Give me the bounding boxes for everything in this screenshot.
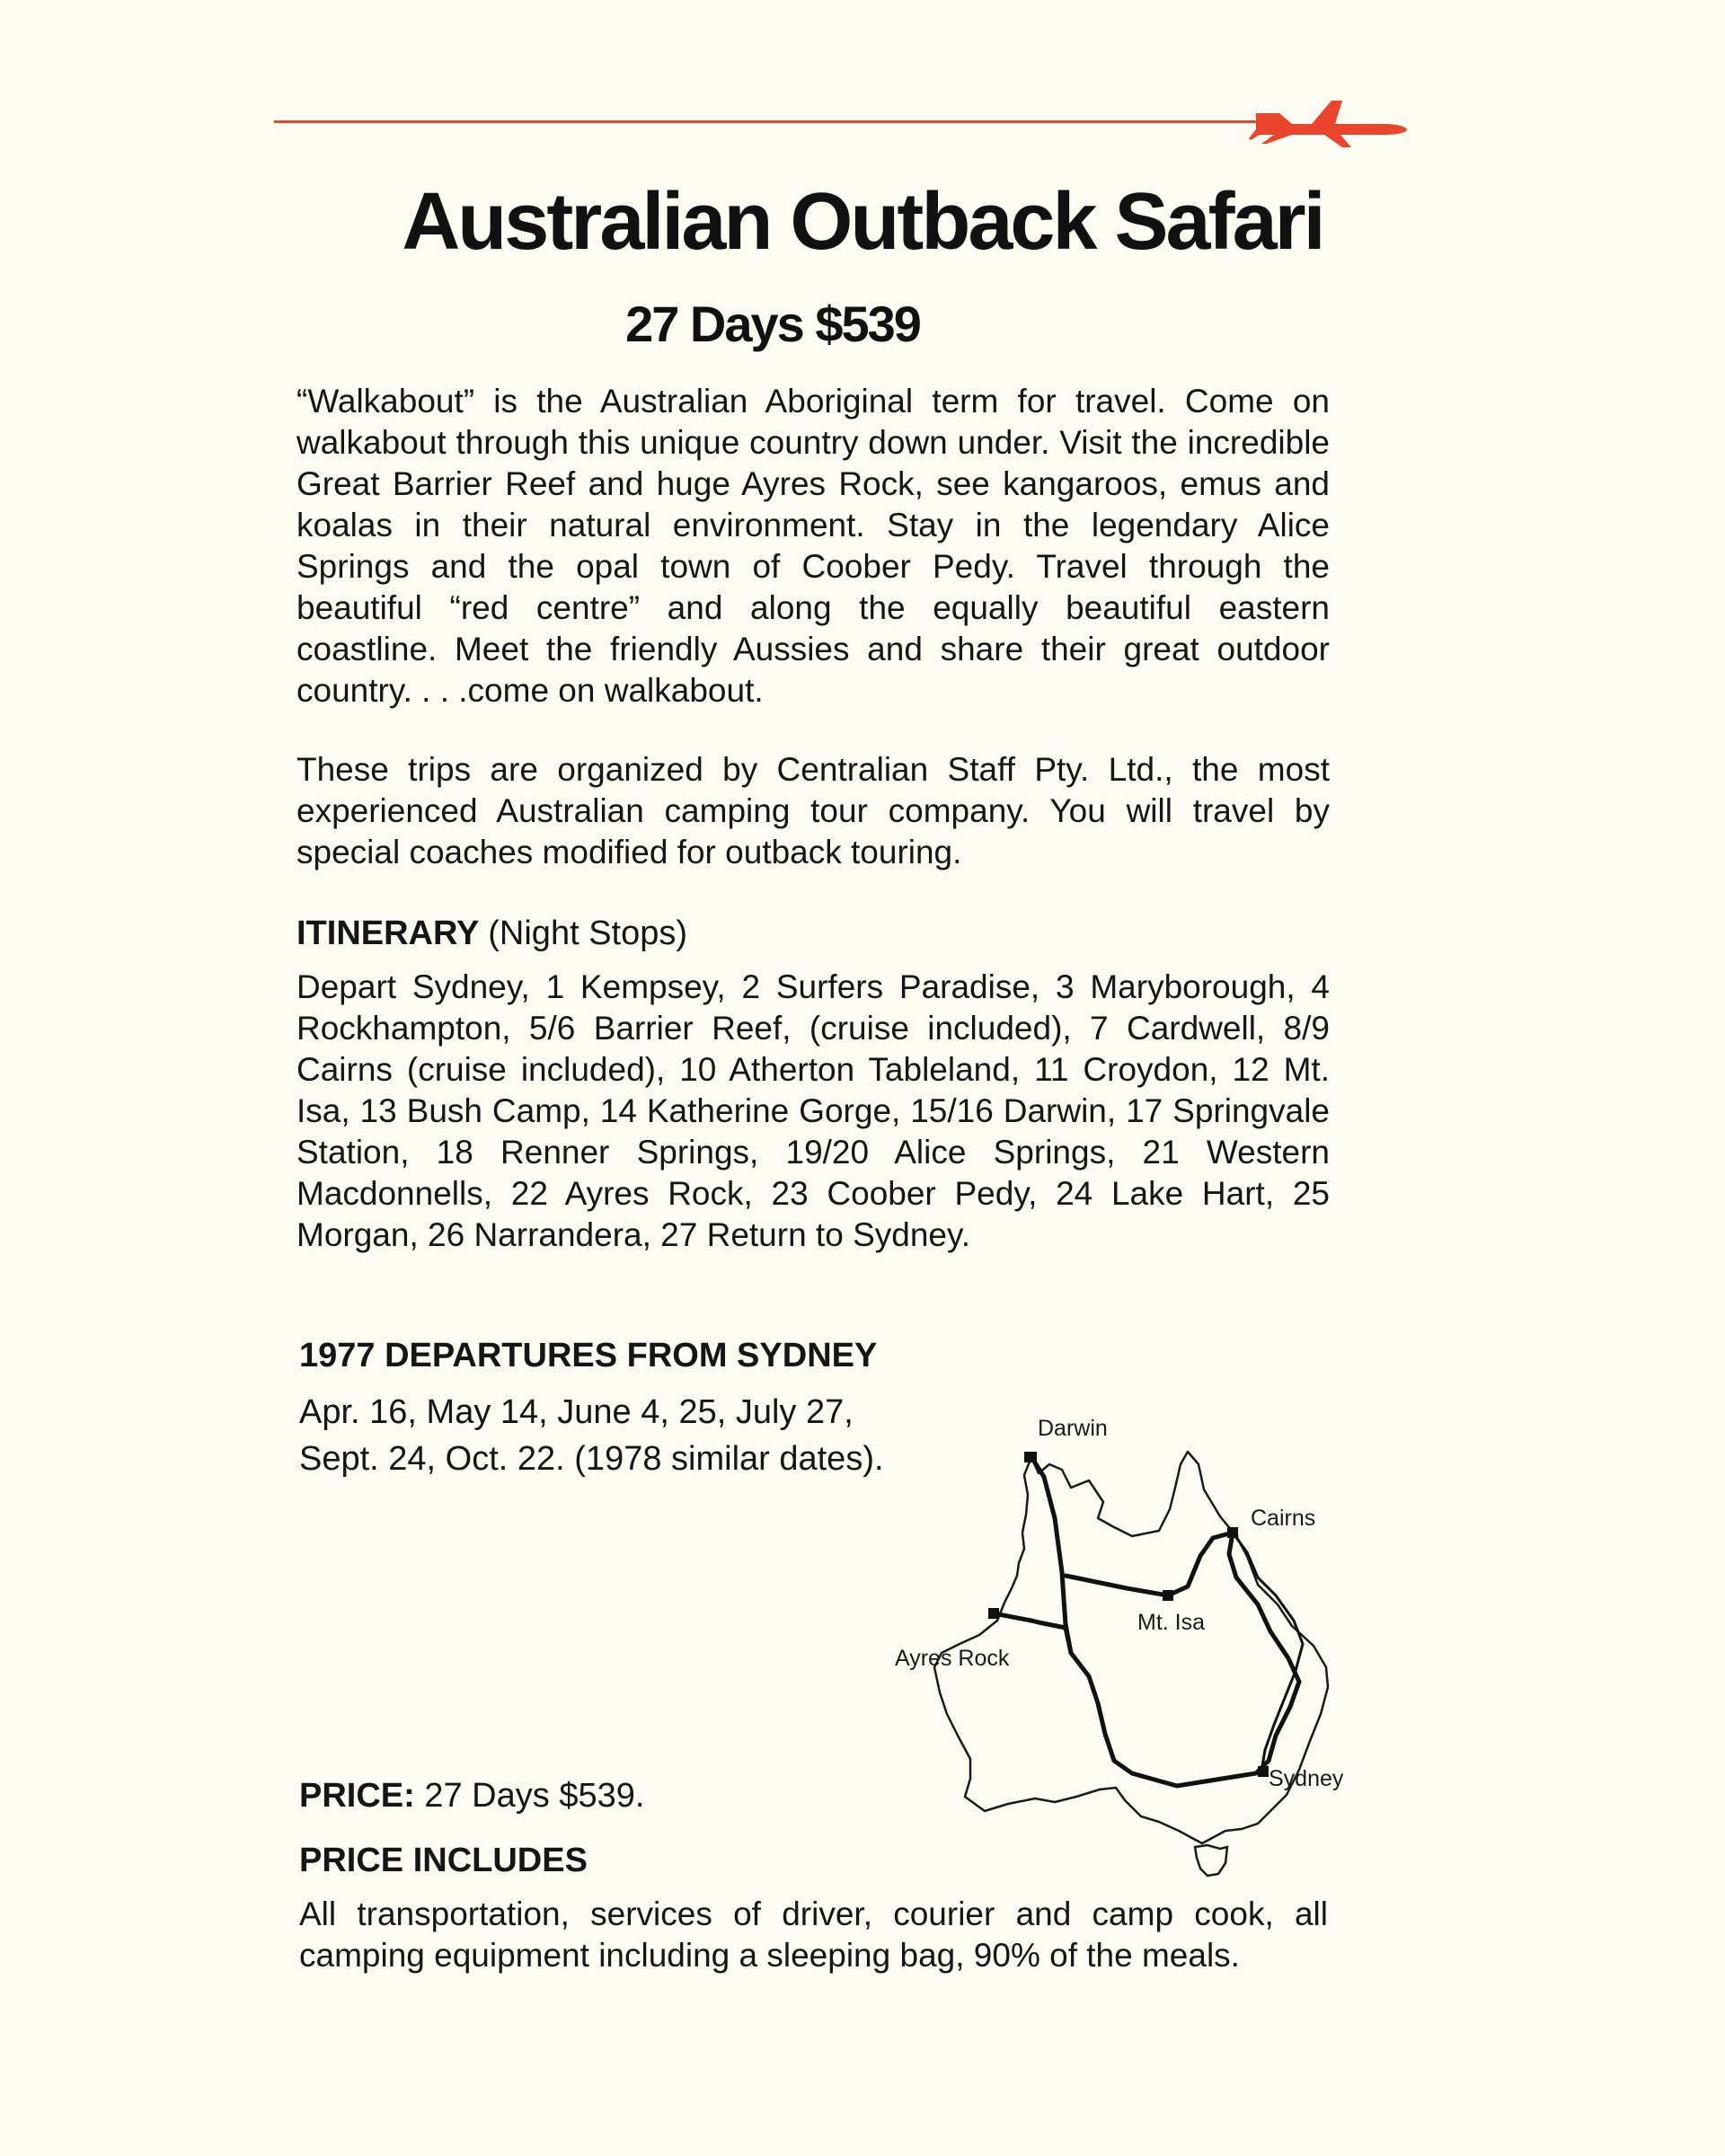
itinerary-heading-note: (Night Stops) xyxy=(488,915,688,952)
map-label-ayres-rock: Ayres Rock xyxy=(895,1646,1010,1671)
sydney-marker xyxy=(1258,1766,1269,1777)
ayres-rock-marker xyxy=(988,1608,999,1619)
decorative-flight-line xyxy=(274,120,1262,123)
departures-heading: 1977 DEPARTURES FROM SYDNEY xyxy=(299,1337,878,1374)
mt-isa-marker xyxy=(1163,1590,1173,1601)
darwin-marker xyxy=(1024,1452,1037,1462)
cairns-marker xyxy=(1227,1527,1238,1538)
price-label: PRICE: xyxy=(299,1777,415,1815)
price-includes-text: All transportation, services of driver, courier and camp cook, all camping equipment including a sleeping bag, 90% of the meals. xyxy=(299,1895,1328,1974)
price-line xyxy=(299,1774,644,1817)
page-title: Australian Outback Safari xyxy=(402,177,1323,267)
itinerary-text: Depart Sydney, 1 Kempsey, 2 Surfers Paradise, 3 Maryborough, 4 Rockhampton, 5/6 Barrier Reef, (cruise included), 7 Cardwell, 8/9 Cairns (cruise included), 10 Atherton Tableland, 11 Croydon, 12 Mt. Isa, 13 Bush Camp, 14 Katherine Gorge, 15/16 Darwin, 17 Springvale Station, 18 Renner Springs, 19/20 Alice Springs, 21 Western Macdonnells, 22 Ayres Rock, 23 Coober Pedy, 24 Lake Hart, 25 Morgan, 26 Narrandera, 27 Return to Sydney. xyxy=(296,968,1330,1253)
itinerary-heading-label: ITINERARY xyxy=(296,915,479,952)
map-label-darwin: Darwin xyxy=(1038,1416,1108,1441)
airplane-icon xyxy=(1249,93,1411,149)
departures-line-1: Apr. 16, May 14, June 4, 25, July 27, xyxy=(299,1393,854,1431)
duration-price-subtitle: 27 Days $539 xyxy=(625,296,920,352)
intro-paragraph: “Walkabout” is the Australian Aboriginal term for travel. Come on walkabout through this unique country down under. Visit the incredible Great Barrier Reef and huge Ayres Rock, see kangaroos, emus and koalas in their natural environment. Stay in the legendary Alice Springs and the opal town of Coober Pedy. Travel through the beautiful “red centre” and along the equally beautiful eastern coastline. Meet the friendly Aussies and share their great outdoor country. . . .come on walkabout. xyxy=(296,383,1330,709)
map-label-mt-isa: Mt. Isa xyxy=(1137,1610,1206,1635)
price-includes-heading: PRICE INCLUDES xyxy=(299,1842,588,1879)
map-label-sydney: Sydney xyxy=(1269,1766,1344,1791)
departures-line-2: Sept. 24, Oct. 22. (1978 similar dates). xyxy=(299,1440,884,1478)
map-label-cairns: Cairns xyxy=(1251,1506,1316,1531)
organizer-paragraph: These trips are organized by Centralian Staff Pty. Ltd., the most experienced Australian camping tour company. You will travel by special coaches modified for outback touring. xyxy=(296,751,1330,870)
coastal-route-line xyxy=(1233,1533,1303,1772)
itinerary-heading xyxy=(296,913,687,954)
tasmania-outline xyxy=(1195,1845,1227,1876)
route-map xyxy=(836,1401,1366,1895)
price-value: 27 Days $539. xyxy=(424,1777,645,1815)
